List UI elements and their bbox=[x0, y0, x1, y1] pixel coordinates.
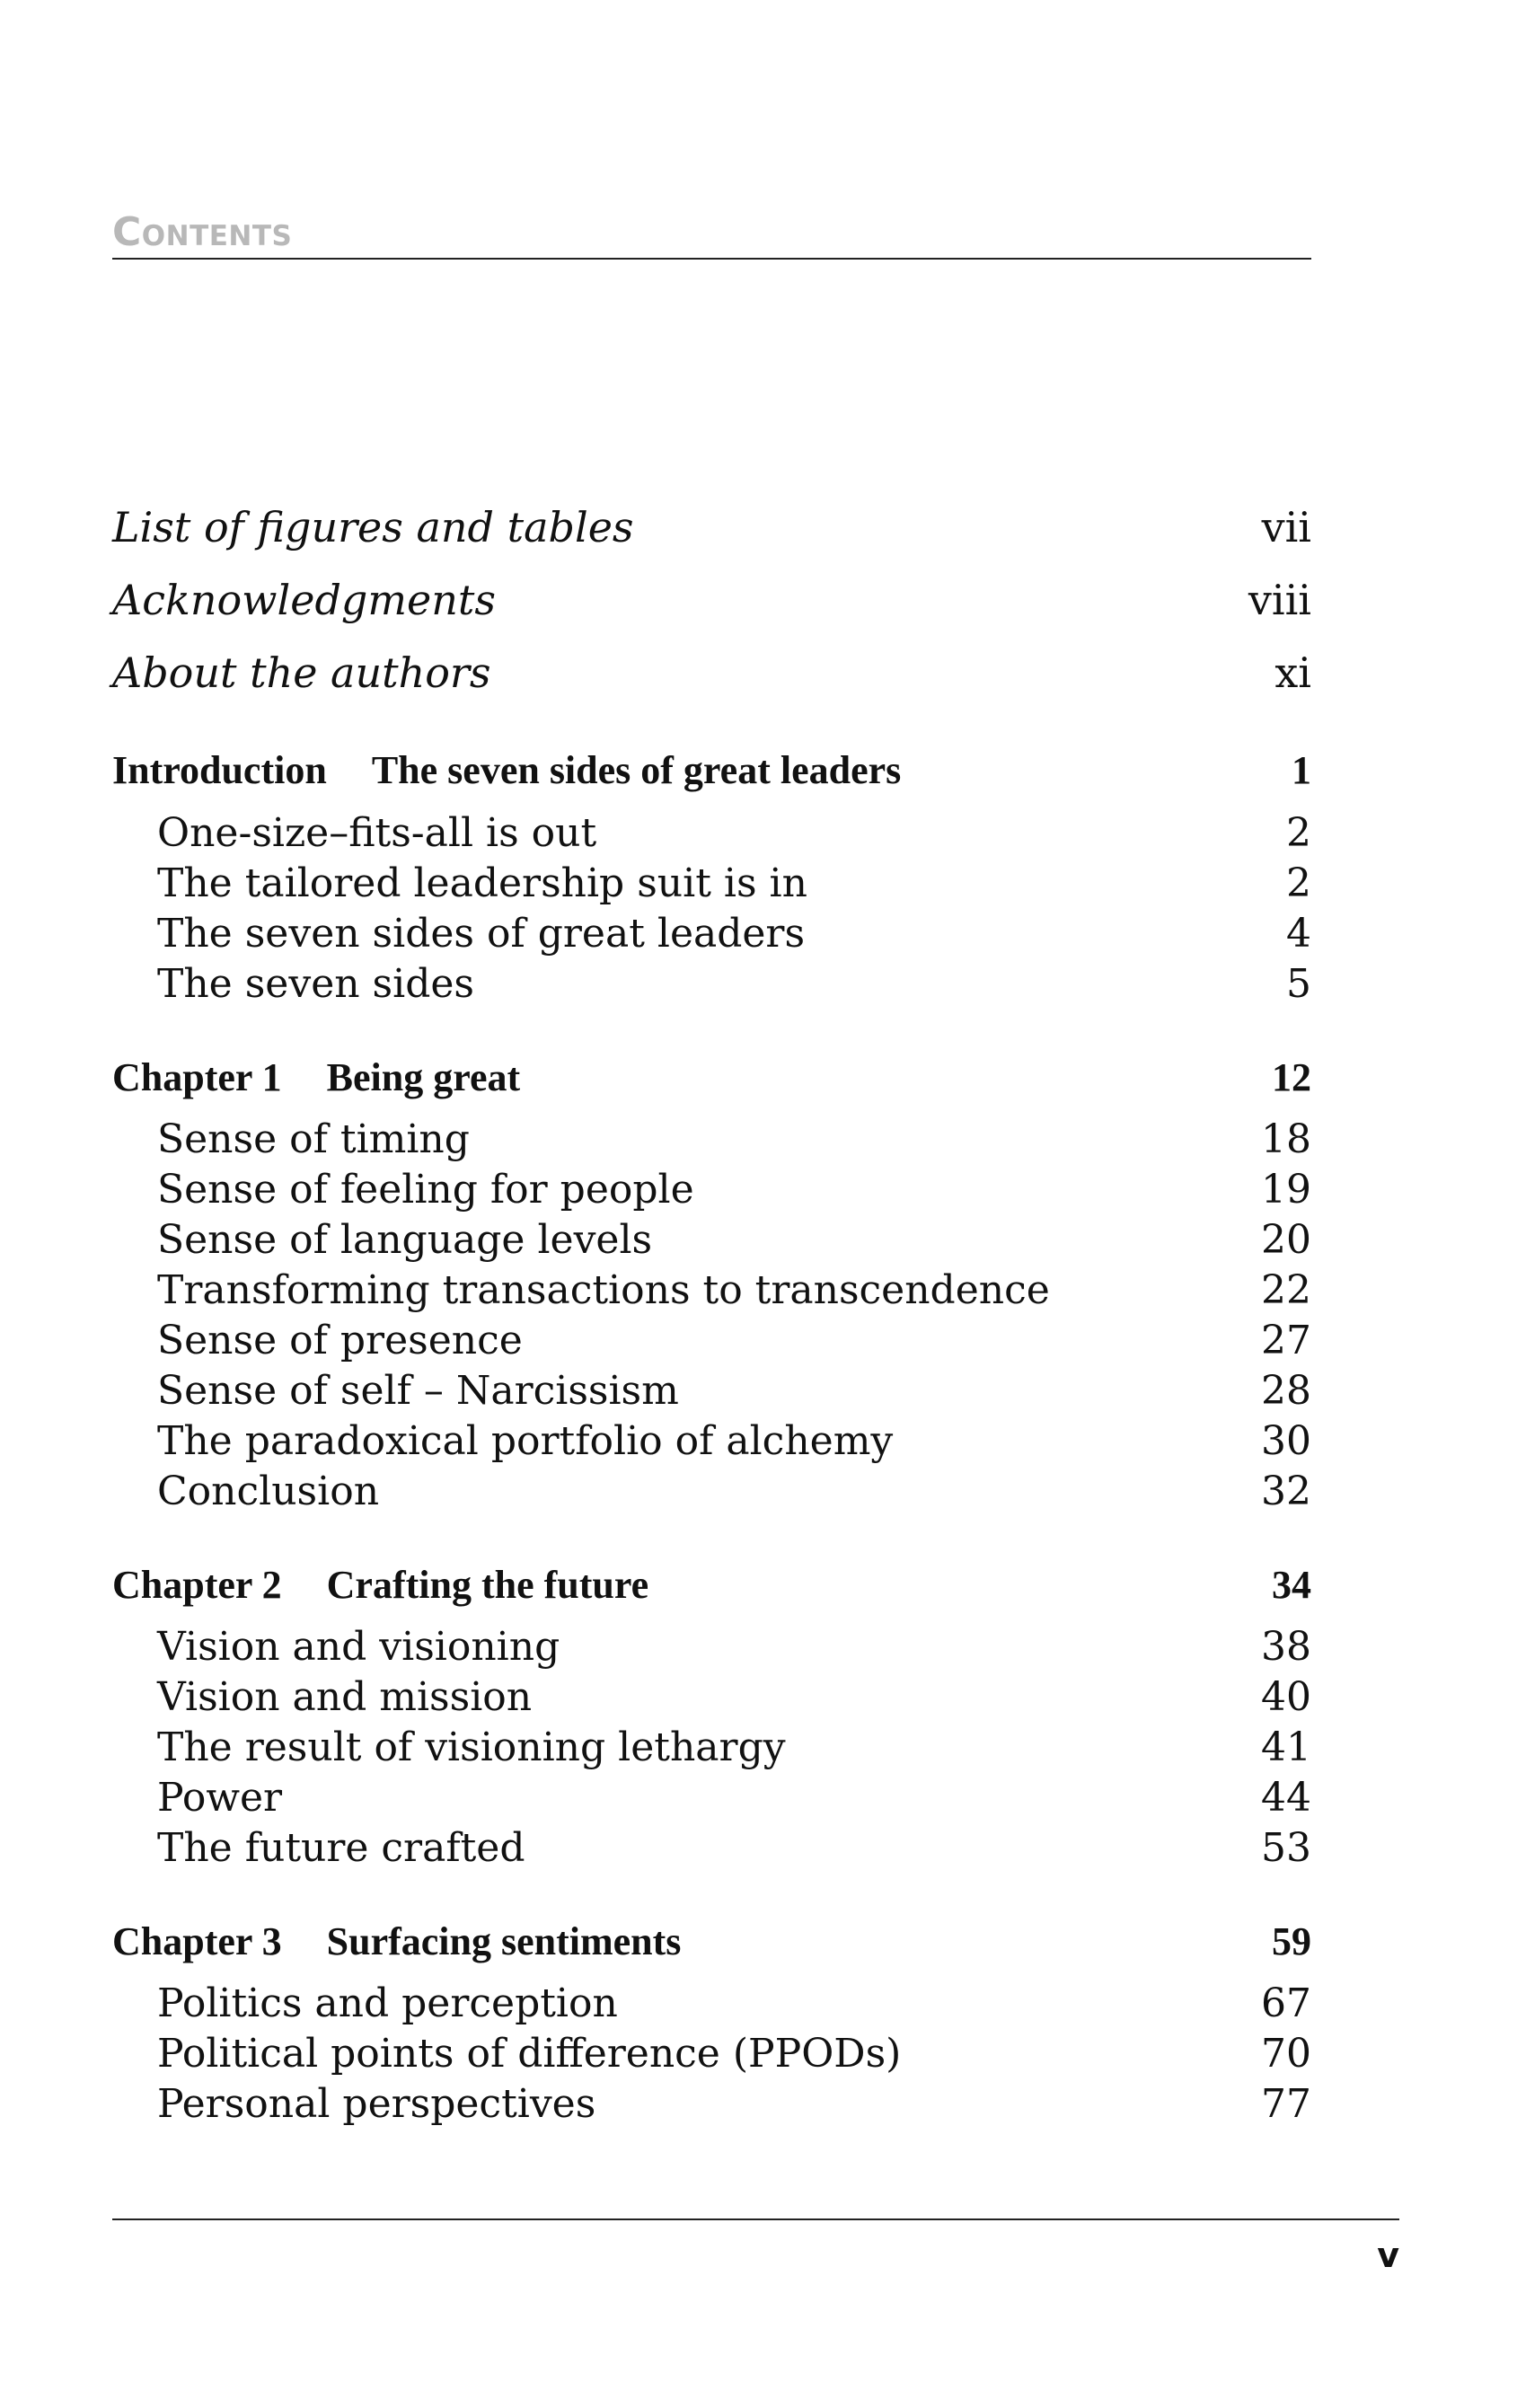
footer-rule bbox=[112, 2218, 1399, 2220]
section-label: Personal perspectives bbox=[157, 2081, 596, 2127]
section-page: 18 bbox=[1261, 1116, 1311, 1162]
section-page: 38 bbox=[1261, 1624, 1311, 1670]
section-page: 40 bbox=[1261, 1674, 1311, 1720]
section-label: The result of visioning lethargy bbox=[157, 1724, 786, 1770]
contents-heading bbox=[112, 193, 1311, 260]
toc-section[interactable] bbox=[112, 1980, 1311, 2024]
section-page: 53 bbox=[1261, 1825, 1311, 1871]
section-label: The tailored leadership suit is in bbox=[157, 860, 807, 906]
toc-entry-page: xi bbox=[1274, 648, 1311, 697]
section-page: 4 bbox=[1286, 911, 1311, 957]
page-title: Contents bbox=[112, 209, 293, 255]
section-label: Vision and mission bbox=[157, 1674, 533, 1720]
toc-entry-front-matter[interactable] bbox=[112, 503, 1311, 551]
chapter-page: 34 bbox=[1272, 1563, 1311, 1607]
section-label: Political points of difference (PPODs) bbox=[157, 2031, 902, 2077]
section-label: Sense of presence bbox=[157, 1318, 523, 1363]
section-label: Transforming transactions to transcendence bbox=[157, 1267, 1050, 1313]
section-page: 77 bbox=[1261, 2081, 1311, 2127]
section-label: Sense of self – Narcissism bbox=[157, 1368, 679, 1414]
section-label: Politics and perception bbox=[157, 1980, 618, 2026]
chapter-title: Being great bbox=[326, 1055, 521, 1099]
toc-entry-label: About the authors bbox=[112, 648, 491, 697]
section-label: One-size–fits-all is out bbox=[157, 810, 597, 856]
section-label: Conclusion bbox=[157, 1469, 380, 1514]
section-page: 2 bbox=[1286, 810, 1311, 856]
toc-section[interactable] bbox=[112, 1775, 1311, 1821]
section-page: 41 bbox=[1261, 1724, 1311, 1770]
section-label: Power bbox=[157, 1775, 283, 1821]
chapter-page: 12 bbox=[1272, 1055, 1311, 1099]
toc-section[interactable] bbox=[112, 1368, 1311, 1414]
toc-section[interactable] bbox=[112, 1267, 1311, 1313]
toc-entry-label: Acknowledgments bbox=[112, 576, 496, 624]
section-page: 32 bbox=[1261, 1469, 1311, 1514]
section-page: 27 bbox=[1261, 1318, 1311, 1363]
section-label: The paradoxical portfolio of alchemy bbox=[157, 1418, 894, 1464]
toc-entry-page: viii bbox=[1248, 576, 1311, 624]
chapter-page: 1 bbox=[1292, 748, 1311, 792]
section-label: Sense of feeling for people bbox=[157, 1167, 694, 1213]
toc-section[interactable] bbox=[112, 1418, 1311, 1464]
chapter-page: 59 bbox=[1272, 1919, 1311, 1963]
section-page: 19 bbox=[1261, 1167, 1311, 1213]
chapter-title: Crafting the future bbox=[326, 1563, 649, 1607]
section-page: 30 bbox=[1261, 1418, 1311, 1464]
section-label: Vision and visioning bbox=[157, 1624, 560, 1670]
toc-section[interactable] bbox=[112, 1116, 1311, 1160]
toc-entry-front-matter[interactable] bbox=[112, 576, 1311, 624]
toc-chapter-introduction[interactable] bbox=[112, 747, 1311, 790]
section-label: The future crafted bbox=[157, 1825, 525, 1871]
chapter-heading bbox=[112, 748, 902, 792]
section-page: 70 bbox=[1261, 2031, 1311, 2077]
section-page: 5 bbox=[1286, 961, 1311, 1007]
toc-section[interactable] bbox=[112, 911, 1311, 957]
toc-chapter-1[interactable] bbox=[112, 1054, 1311, 1098]
toc-entry-label: List of figures and tables bbox=[112, 503, 634, 551]
chapter-heading bbox=[112, 1055, 521, 1099]
toc-section[interactable] bbox=[112, 1318, 1311, 1361]
chapter-heading bbox=[112, 1919, 682, 1963]
section-page: 67 bbox=[1261, 1980, 1311, 2026]
chapter-number: Chapter 2 bbox=[112, 1563, 282, 1607]
chapter-number: Introduction bbox=[112, 748, 327, 792]
section-label: Sense of timing bbox=[157, 1116, 470, 1162]
toc-section[interactable] bbox=[112, 2031, 1311, 2077]
section-page: 20 bbox=[1261, 1217, 1311, 1263]
section-label: Sense of language levels bbox=[157, 1217, 653, 1263]
toc-section[interactable] bbox=[112, 1624, 1311, 1670]
toc-chapter-2[interactable] bbox=[112, 1562, 1311, 1605]
chapter-number: Chapter 3 bbox=[112, 1919, 282, 1963]
toc-section[interactable] bbox=[112, 1217, 1311, 1263]
toc-section[interactable] bbox=[112, 1674, 1311, 1720]
section-page: 22 bbox=[1261, 1267, 1311, 1313]
chapter-title: Surfacing sentiments bbox=[326, 1919, 682, 1963]
page-number: v bbox=[1377, 2236, 1399, 2275]
section-page: 28 bbox=[1261, 1368, 1311, 1414]
toc-section[interactable] bbox=[112, 961, 1311, 1007]
toc-section[interactable] bbox=[112, 1724, 1311, 1768]
toc-section[interactable] bbox=[112, 1825, 1311, 1871]
chapter-heading bbox=[112, 1563, 649, 1607]
section-label: The seven sides bbox=[157, 961, 474, 1007]
toc-section[interactable] bbox=[112, 2081, 1311, 2127]
section-page: 2 bbox=[1286, 860, 1311, 906]
toc-chapter-3[interactable] bbox=[112, 1918, 1311, 1962]
toc-section[interactable] bbox=[112, 1167, 1311, 1213]
section-label: The seven sides of great leaders bbox=[157, 911, 806, 957]
chapter-number: Chapter 1 bbox=[112, 1055, 282, 1099]
toc-section[interactable] bbox=[112, 860, 1311, 904]
toc-section[interactable] bbox=[112, 810, 1311, 856]
toc-entry-page: vii bbox=[1261, 503, 1311, 551]
section-page: 44 bbox=[1261, 1775, 1311, 1821]
toc-section[interactable] bbox=[112, 1469, 1311, 1512]
chapter-title: The seven sides of great leaders bbox=[371, 748, 902, 792]
toc-entry-front-matter[interactable] bbox=[112, 648, 1311, 697]
